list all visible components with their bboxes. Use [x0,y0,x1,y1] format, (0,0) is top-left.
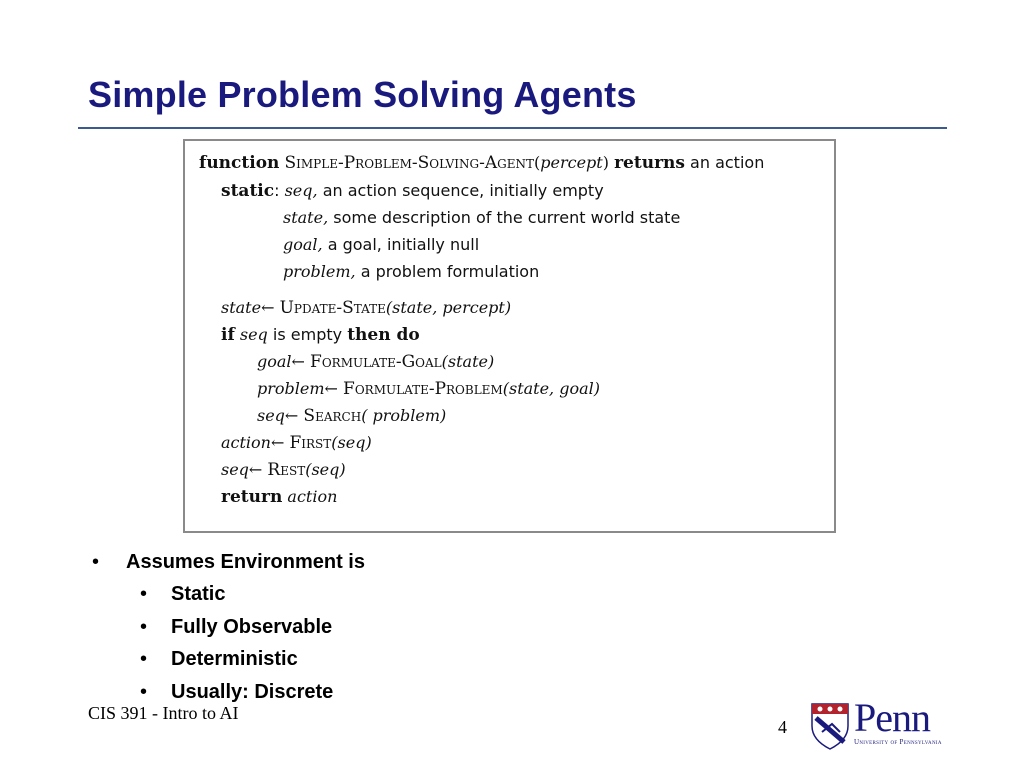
footer-course: CIS 391 - Intro to AI [88,703,239,723]
penn-wordmark: Penn [854,695,930,740]
algo-line-update-state [221,298,511,318]
title-divider [78,127,947,129]
bullet-sub-item [140,648,298,671]
call-search: Search [303,406,362,426]
bullet-sub-text: Fully Observable [171,616,333,638]
call-args: (state, percept) [385,298,512,317]
algo-line-state-decl [283,208,680,227]
keyword-function: function [199,153,280,173]
penn-shield-icon [810,702,850,750]
var-state-desc: some description of the current world state [333,208,681,227]
bullet-sub-item [140,681,333,704]
assign-arrow: ← [284,406,299,425]
assign-lhs: problem [257,379,325,398]
algo-line-header [199,153,764,173]
slide-title: Simple Problem Solving Agents [88,74,637,115]
bullet-sub-item [140,616,332,639]
call-rest: Rest [267,460,306,480]
keyword-then-do: then do [347,325,420,345]
algo-line-first [221,433,372,453]
bullet-sub-text: Deterministic [171,648,298,670]
assign-arrow: ← [291,352,305,371]
bullet-main [92,551,365,574]
assign-lhs: state [221,298,262,317]
function-arg: percept [540,153,603,172]
function-name: Simple-Problem-Solving-Agent [284,153,535,173]
algo-line-formulate-problem [257,379,600,399]
call-update-state: Update-State [279,298,386,318]
var-state: state, [283,208,329,227]
assign-lhs: action [221,433,271,452]
assign-lhs: goal [257,352,292,371]
bullet-sub-text: Usually: Discrete [171,681,334,703]
bullet-marker: • [140,583,148,605]
bullet-marker: • [140,648,148,670]
call-first: First [289,433,332,453]
penn-subtitle: University of Pennsylvania [854,738,942,746]
call-formulate-goal: Formulate-Goal [310,352,442,372]
paren-close: ) [602,153,609,172]
var-seq-desc: an action sequence, initially empty [322,181,604,200]
call-args: (state) [441,352,495,371]
var-seq: seq, [284,181,318,200]
call-args: (seq) [331,433,372,452]
bullet-marker: • [140,616,148,638]
returns-desc: an action [690,153,765,172]
bullet-sub-item [140,583,225,606]
algo-line-formulate-goal [257,352,494,372]
var-problem-desc: a problem formulation [360,262,540,281]
page-number: 4 [778,717,787,737]
return-var: action [287,487,338,506]
call-formulate-problem: Formulate-Problem [343,379,503,399]
bullet-main-text: Assumes Environment is [126,551,365,573]
algo-line-if [221,325,420,345]
call-args: (state, goal) [502,379,600,398]
var-problem: problem, [283,262,356,281]
bullet-marker: • [140,681,148,703]
var-goal-desc: a goal, initially null [327,235,480,254]
call-args: ( problem) [361,406,447,425]
algo-line-goal-decl [283,235,479,254]
assign-arrow: ← [270,433,285,452]
algo-line-problem-decl [283,262,539,281]
call-args: (seq) [305,460,346,479]
algorithm-figure [183,139,836,533]
assign-lhs: seq [221,460,249,479]
static-colon: : [274,181,280,200]
assign-arrow: ← [324,379,338,398]
keyword-static: static [221,181,275,201]
bullet-marker: • [92,551,100,573]
if-condition: is empty [272,325,343,344]
var-goal: goal, [283,235,323,254]
penn-logo [808,695,953,752]
keyword-return: return [221,487,283,507]
algo-line-rest [221,460,346,480]
bullet-sub-text: Static [171,583,226,605]
assign-arrow: ← [261,298,275,317]
algo-line-static [221,181,604,201]
if-var: seq [239,325,268,344]
algo-line-search [257,406,446,426]
paren-open: ( [534,153,541,172]
assign-lhs: seq [257,406,285,425]
keyword-returns: returns [614,153,685,173]
keyword-if: if [221,325,235,345]
algo-line-return [221,487,337,507]
assign-arrow: ← [248,460,263,479]
